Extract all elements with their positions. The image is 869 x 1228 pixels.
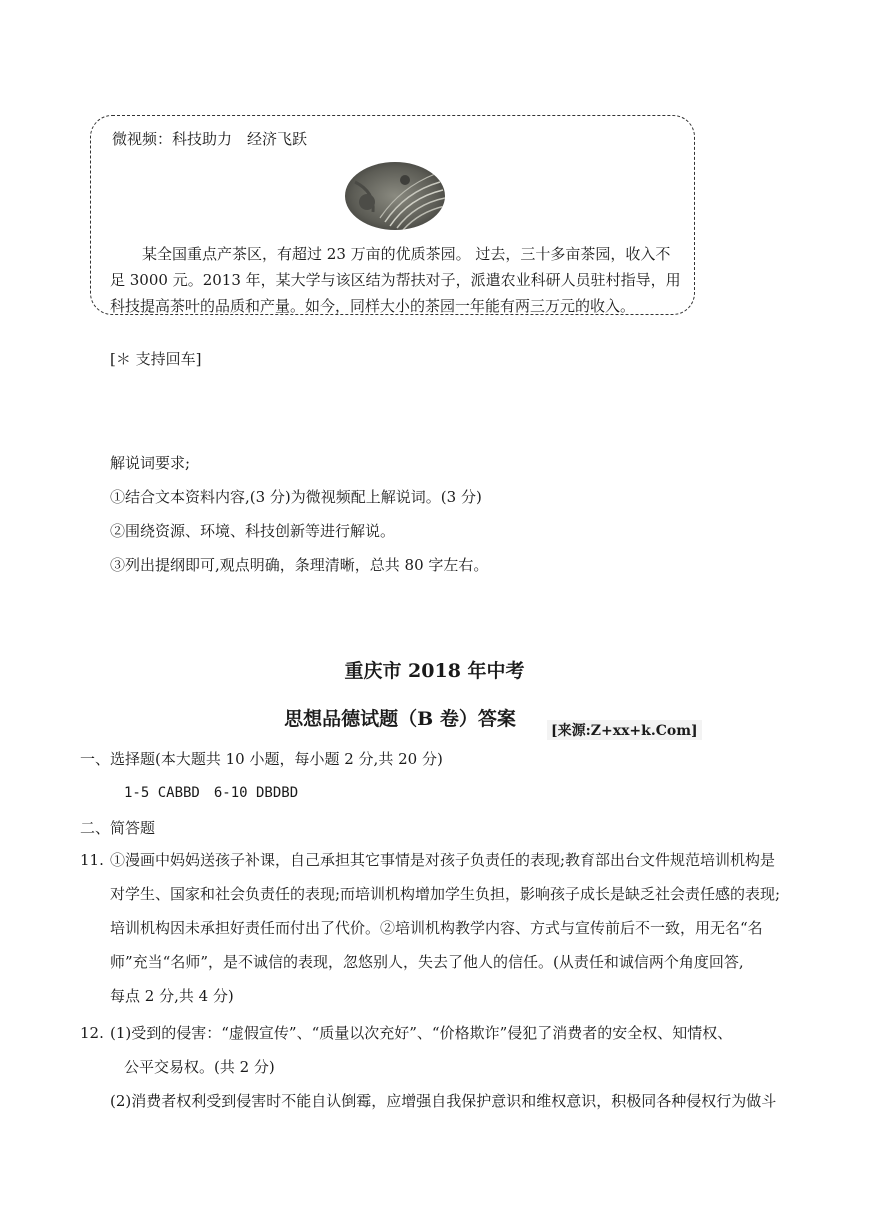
answer-line: 公平交易权。(共 2 分) bbox=[124, 1058, 275, 1076]
video-description: 某全国重点产茶区，有超过 23 万亩的优质茶园。 过去，三十多亩茶园，收入不足 3000 元。2013 年，某大学与该区结为帮扶对子，派遣农业科研人员驻村指导，用科技提高茶叶的品质和产量。如今，同样大小的茶园一年能有两三万元的收入。 bbox=[110, 245, 681, 315]
section2-heading: 二、简答题 bbox=[80, 819, 156, 837]
multiple-choice-answers: 1-5 CABBD 6-10 DBDBD bbox=[124, 785, 299, 801]
enter-support-hint: [＊ 支持回车] bbox=[110, 350, 202, 368]
answer-line: ①漫画中妈妈送孩子补课，自己承担其它事情是对孩子负责任的表现;教育部出台文件规范培训机构是 bbox=[110, 851, 776, 869]
requirement-item: ①结合文本资料内容,(3 分)为微视频配上解说词。(3 分) bbox=[110, 488, 482, 506]
answer-line: 每点 2 分,共 4 分) bbox=[110, 987, 234, 1005]
answer-line: 师”充当“名师”，是不诚信的表现，忽悠别人，失去了他人的信任。(从责任和诚信两个角度回答, bbox=[110, 953, 744, 971]
question-number: 11. bbox=[80, 851, 104, 869]
answer-line: (2)消费者权利受到侵害时不能自认倒霉，应增强自我保护意识和维权意识，积极同各种侵权行为做斗 bbox=[110, 1092, 777, 1110]
video-title: 微视频：科技助力 经济飞跃 bbox=[112, 130, 308, 148]
answer-line: 培训机构因未承担好责任而付出了代价。②培训机构教学内容、方式与宣传前后不一致，用无名“名 bbox=[110, 919, 763, 937]
requirements-heading: 解说词要求; bbox=[110, 454, 191, 472]
requirement-item: ③列出提纲即可,观点明确，条理清晰，总共 80 字左右。 bbox=[110, 556, 489, 574]
section1-heading: 一、选择题(本大题共 10 小题，每小题 2 分,共 20 分) bbox=[80, 750, 443, 768]
question-number: 12. bbox=[80, 1024, 104, 1042]
answer-line: 对学生、国家和社会负责任的表现;而培训机构增加学生负担，影响孩子成长是缺乏社会责任感的表现; bbox=[110, 885, 781, 903]
requirement-item: ②围绕资源、环境、科技创新等进行解说。 bbox=[110, 522, 396, 540]
answer-line: (1)受到的侵害：“虚假宣传”、“质量以次充好”、“价格欺诈”侵犯了消费者的安全权、知情权、 bbox=[110, 1024, 733, 1042]
source-watermark: [来源:Z+xx+k.Com] bbox=[547, 720, 702, 740]
answer-title-line2: 思想品德试题（B 卷）答案 bbox=[284, 708, 516, 730]
tea-garden-photo bbox=[345, 162, 445, 230]
answer-title-line1: 重庆市 2018 年中考 bbox=[344, 660, 525, 682]
